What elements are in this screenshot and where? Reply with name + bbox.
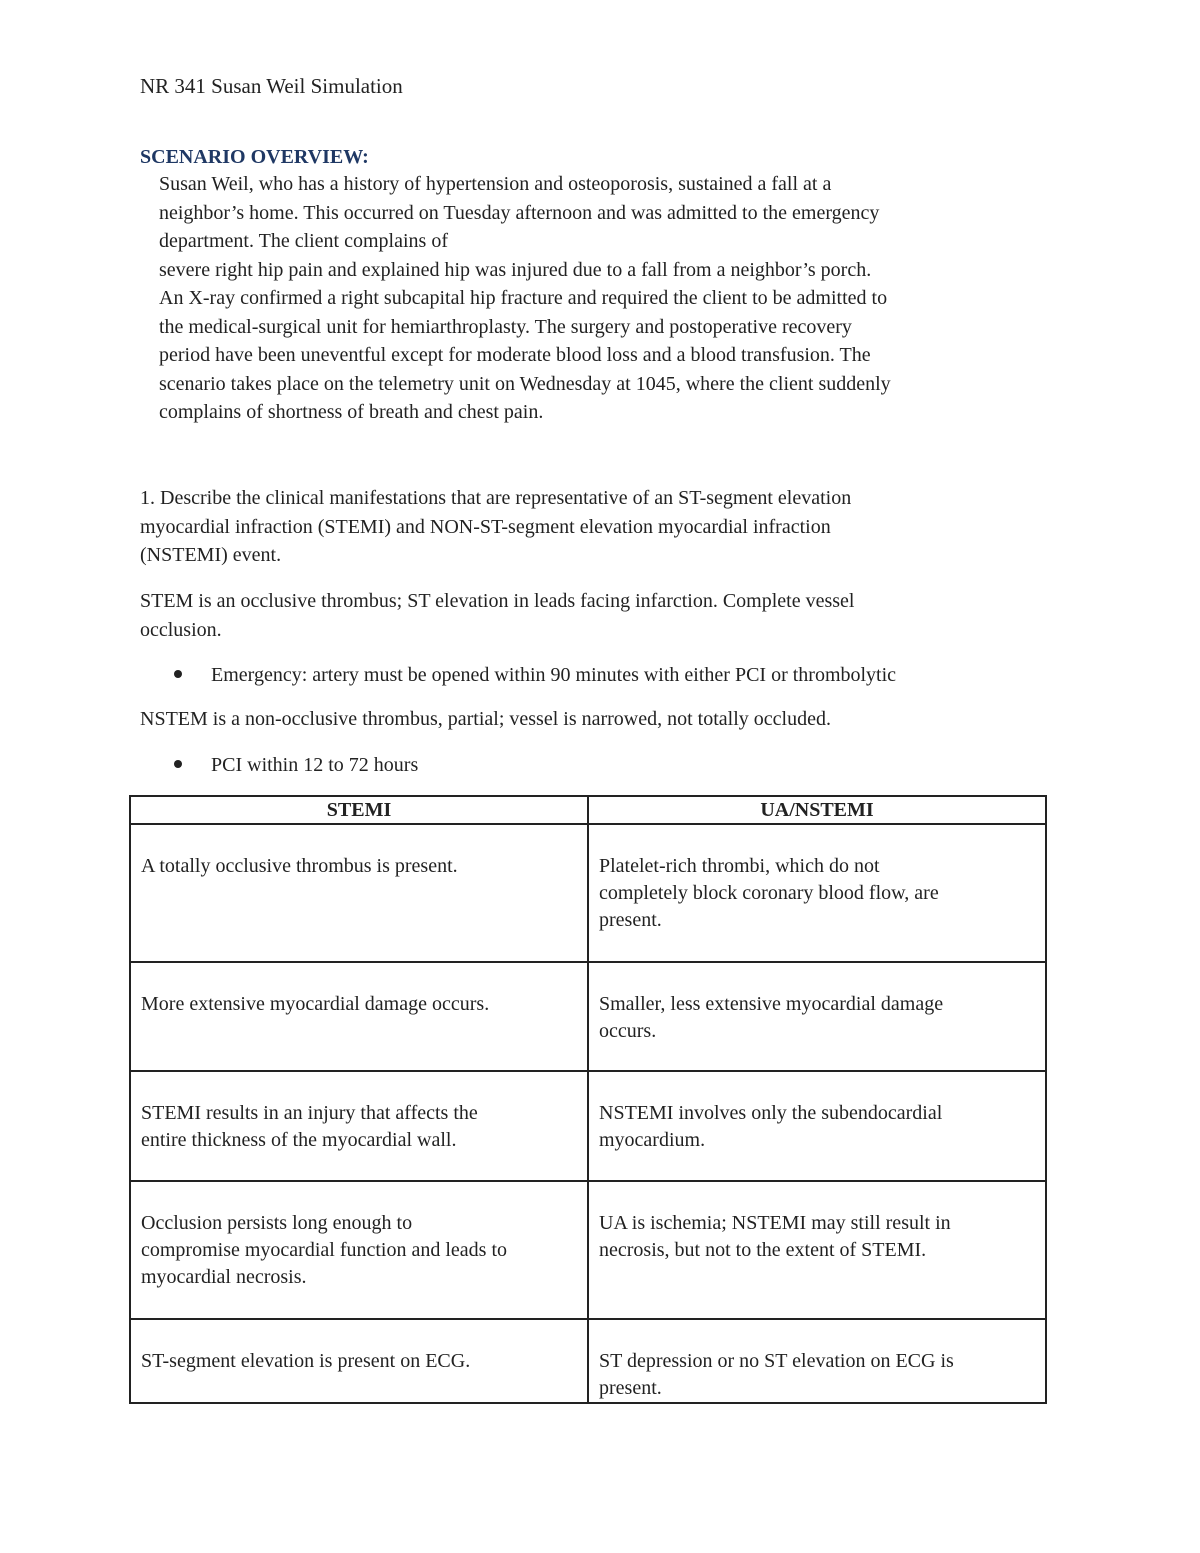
table-cell (588, 962, 1046, 1071)
stem-bullet-item (174, 661, 897, 689)
table-row (130, 962, 1046, 1071)
column-header-nstemi: UA/NSTEMI (588, 796, 1046, 824)
cell-line: ST-segment elevation is present on ECG. (141, 1350, 471, 1372)
cell-line: More extensive myocardial damage occurs. (141, 993, 490, 1015)
table-row (130, 1319, 1046, 1403)
cell-line: present. (599, 909, 662, 931)
table-cell (130, 962, 588, 1071)
question-line: myocardial infraction (STEMI) and NON-ST-segment elevation myocardial infraction (140, 515, 831, 538)
overview-line: Susan Weil, who has a history of hypertension and osteoporosis, sustained a fall at a (159, 173, 832, 195)
cell-line: myocardium. (599, 1129, 706, 1151)
table-cell (588, 1181, 1046, 1319)
stem-line: occlusion. (140, 618, 222, 641)
cell-text (599, 963, 1035, 1045)
nstem-bullet-item (174, 751, 419, 779)
table-cell (588, 824, 1046, 962)
overview-line: severe right hip pain and explained hip was injured due to a fall from a neighbor’s porch. (159, 258, 872, 281)
cell-line: occurs. (599, 1020, 657, 1042)
cell-line: necrosis, but not to the extent of STEMI. (599, 1239, 927, 1261)
nstem-line: NSTEM is a non-occlusive thrombus, partial; vessel is narrowed, not totally occluded. (140, 708, 831, 730)
table-row (130, 1181, 1046, 1319)
overview-line: scenario takes place on the telemetry unit on Wednesday at 1045, where the client suddenly (159, 372, 891, 395)
overview-line: period have been uneventful except for moderate blood loss and a blood transfusion. The (159, 344, 871, 366)
document-title: NR 341 Susan Weil Simulation (140, 74, 403, 98)
cell-line: myocardial necrosis. (141, 1266, 307, 1288)
cell-line: compromise myocardial function and leads to (141, 1239, 508, 1261)
scenario-overview-heading: SCENARIO OVERVIEW: (140, 146, 369, 168)
cell-text (599, 1072, 1035, 1154)
table-cell (130, 1071, 588, 1181)
nstem-paragraph (140, 705, 1040, 734)
cell-text (141, 963, 577, 1018)
stemi-comparison-table (129, 795, 1047, 1404)
overview-line: neighbor’s home. This occurred on Tuesday afternoon and was admitted to the emergency (159, 201, 880, 224)
cell-text (141, 1320, 577, 1375)
question-1 (140, 484, 1040, 570)
table-cell (588, 1319, 1046, 1403)
table-row (130, 824, 1046, 962)
cell-text (599, 825, 1035, 934)
nstem-bullet-text: PCI within 12 to 72 hours (211, 754, 419, 776)
table-cell (130, 1319, 588, 1403)
cell-line: UA is ischemia; NSTEMI may still result in (599, 1212, 951, 1234)
cell-line: present. (599, 1377, 662, 1399)
scenario-overview-text (159, 170, 1059, 427)
bullet-icon (174, 670, 182, 678)
overview-line: complains of shortness of breath and chest pain. (159, 401, 544, 423)
cell-line: NSTEMI involves only the subendocardial (599, 1102, 943, 1124)
cell-text (599, 1182, 1035, 1264)
stem-bullet-text: Emergency: artery must be opened within 90 minutes with either PCI or thrombolytic (211, 664, 897, 686)
cell-line: Occlusion persists long enough to (141, 1212, 413, 1234)
cell-line: ST depression or no ST elevation on ECG is (599, 1350, 954, 1372)
stem-paragraph (140, 587, 1040, 644)
cell-line: A totally occlusive thrombus is present. (141, 855, 458, 877)
column-header-stemi: STEMI (130, 796, 588, 824)
table-cell (130, 1181, 588, 1319)
cell-line: Smaller, less extensive myocardial damage (599, 993, 944, 1015)
cell-text (141, 1182, 577, 1291)
stem-line: STEM is an occlusive thrombus; ST elevation in leads facing infarction. Complete vessel (140, 590, 855, 612)
overview-line: the medical-surgical unit for hemiarthroplasty. The surgery and postoperative recovery (159, 315, 852, 338)
overview-line: department. The client complains of (159, 230, 448, 252)
overview-line: An X-ray confirmed a right subcapital hip fracture and required the client to be admitted to (159, 287, 888, 309)
cell-text (141, 825, 577, 880)
cell-text (141, 1072, 577, 1154)
question-line: (NSTEMI) event. (140, 544, 282, 566)
cell-line: Platelet-rich thrombi, which do not (599, 855, 880, 877)
cell-text (599, 1320, 1035, 1402)
cell-line: entire thickness of the myocardial wall. (141, 1129, 457, 1151)
table-cell (588, 1071, 1046, 1181)
cell-line: completely block coronary blood flow, are (599, 882, 939, 904)
table-row (130, 1071, 1046, 1181)
bullet-icon (174, 760, 182, 768)
table-header-row (130, 796, 1046, 824)
cell-line: STEMI results in an injury that affects the (141, 1102, 478, 1124)
question-line: 1. Describe the clinical manifestations that are representative of an ST-segment elevation (140, 487, 852, 509)
table-cell (130, 824, 588, 962)
